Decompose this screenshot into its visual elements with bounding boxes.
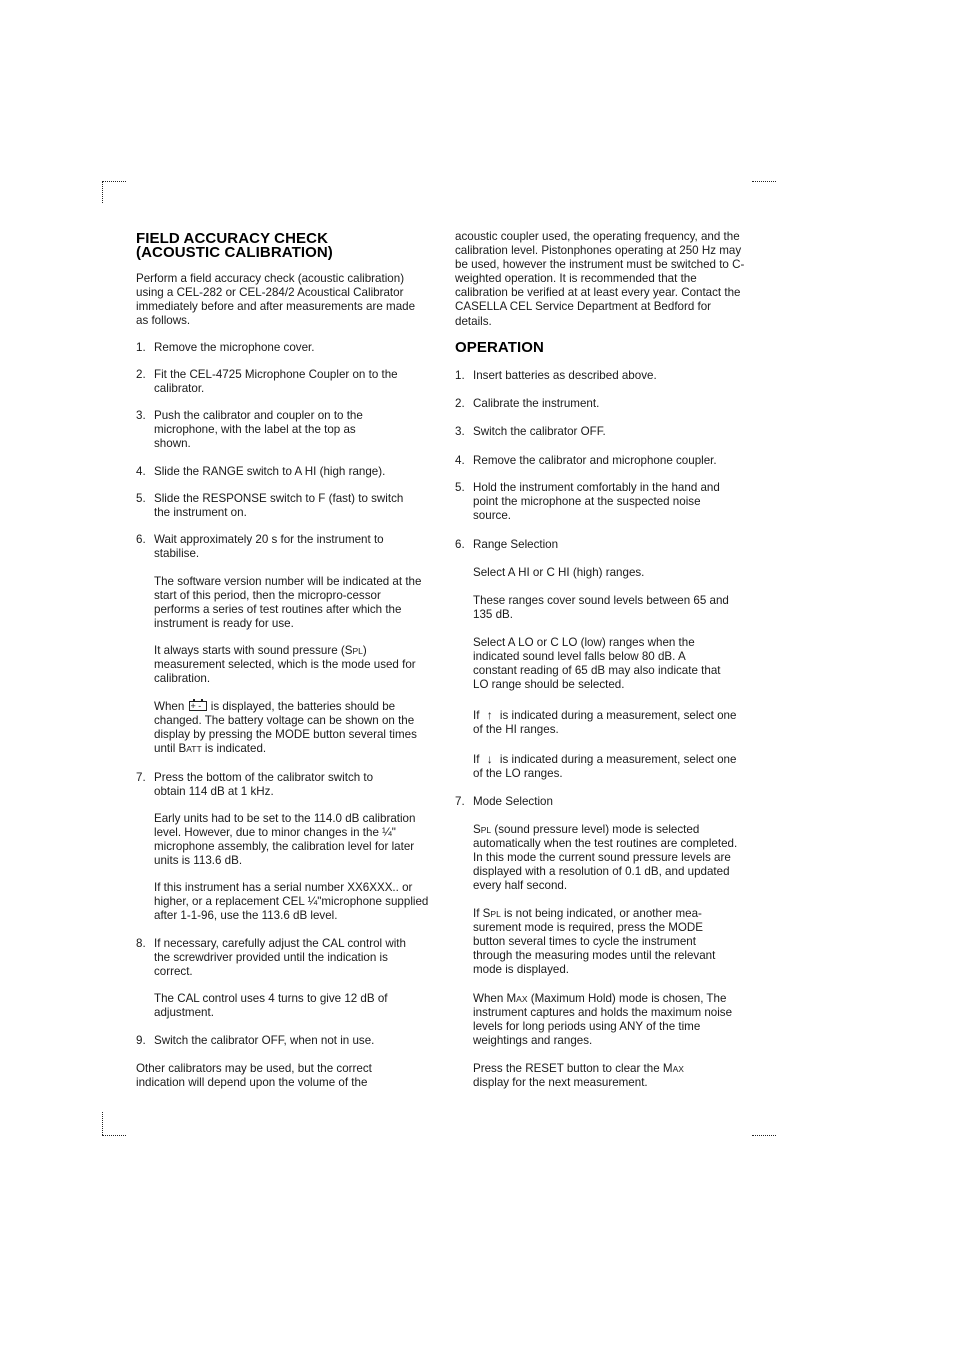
- step-text: Mode Selection: [473, 795, 553, 808]
- step-number: 1.: [455, 369, 465, 382]
- step-number: 7.: [136, 771, 146, 784]
- step-text: Insert batteries as described above.: [473, 369, 657, 382]
- range-hi-coverage: These ranges cover sound levels between 65 and 135 dB.: [473, 594, 729, 622]
- step-number: 1.: [136, 341, 146, 354]
- crop-mark-bottom-right-h: [752, 1135, 776, 1136]
- step-text: Switch the calibrator OFF.: [473, 425, 606, 438]
- crop-mark-top-left-h: [102, 181, 126, 182]
- step-text: Press the bottom of the calibrator switch to obtain 114 dB at 1 kHz.: [154, 771, 374, 799]
- range-select-hi: Select A HI or C HI (high) ranges.: [473, 566, 645, 579]
- mode-spl-paragraph: SPL (sound pressure level) mode is selected automatically when the test routines are completed. In this mode the current sound pressure levels are displayed with a resolution of 0.1 dB, and updated every half second.: [473, 823, 738, 893]
- step6-note-battery: When + - is displayed, the batteries should be changed. The battery voltage can be shown on the display by pressing the MODE button several times until BATT is indicated.: [154, 700, 426, 756]
- step-number: 2.: [455, 397, 465, 410]
- range-over-indicator: If ↑ is indicated during a measurement, select one of the HI ranges.: [473, 708, 737, 737]
- intro-paragraph: Perform a field accuracy check (acoustic calibration) using a CEL-282 or CEL-284/2 Acoustical Calibrator immediately before and after measurements are made as follows.: [136, 272, 416, 328]
- step7-note-early-units: Early units had to be set to the 114.0 dB calibration level. However, due to minor changes in the ¼" microphone assembly, the calibration level for later units is 113.6 dB.: [154, 812, 416, 868]
- step-number: 5.: [455, 481, 465, 494]
- step-text: Slide the RANGE switch to A HI (high range).: [154, 465, 386, 478]
- section-heading-operation: OPERATION: [455, 339, 544, 356]
- step-text: If necessary, carefully adjust the CAL control with the screwdriver provided until the indication is correct.: [154, 937, 406, 979]
- step-number: 9.: [136, 1034, 146, 1047]
- step-number: 8.: [136, 937, 146, 950]
- step6-note-software: The software version number will be indicated at the start of this period, then the micropro-cessor performs a series of test routines after which the instrument is ready for use.: [154, 575, 422, 631]
- step-number: 2.: [136, 368, 146, 381]
- step-text: Slide the RESPONSE switch to F (fast) to switch the instrument on.: [154, 492, 404, 520]
- range-under-indicator: If ↓ is indicated during a measurement, select one of the LO ranges.: [473, 752, 737, 781]
- crop-mark-bottom-left-v: [102, 1112, 103, 1135]
- crop-mark-top-right-h: [752, 181, 776, 182]
- step-number: 3.: [136, 409, 146, 422]
- crop-mark-bottom-left-h: [102, 1135, 126, 1136]
- step-text: Fit the CEL-4725 Microphone Coupler on to the calibrator.: [154, 368, 398, 396]
- step8-note-cal: The CAL control uses 4 turns to give 12 dB of adjustment.: [154, 992, 388, 1020]
- mode-max-paragraph: When MAX (Maximum Hold) mode is chosen, The instrument captures and holds the maximum noise levels for long periods using ANY of the time weightings and ranges.: [473, 992, 733, 1048]
- step-text: Hold the instrument comfortably in the hand and point the microphone at the suspected noise source.: [473, 481, 720, 523]
- step-text: Switch the calibrator OFF, when not in use.: [154, 1034, 375, 1047]
- continued-paragraph: acoustic coupler used, the operating frequency, and the calibration level. Pistonphones operating at 250 Hz may be used, however the instrument must be switched to C-weighted operation. It is recommended that the calibration be verified at at least every year. Contact the CASELLA CEL Service Department at Bedford for details.: [455, 230, 745, 328]
- step-text: Range Selection: [473, 538, 559, 551]
- under-range-icon: ↓: [486, 752, 493, 766]
- step-number: 7.: [455, 795, 465, 808]
- battery-icon: [189, 701, 207, 711]
- step-number: 4.: [136, 465, 146, 478]
- step-text: Wait approximately 20 s for the instrument to stabilise.: [154, 533, 384, 561]
- step6-note-spl: It always starts with sound pressure (SPL) measurement selected, which is the mode used for calibration.: [154, 644, 416, 686]
- step-text: Remove the microphone cover.: [154, 341, 315, 354]
- mode-cycle-paragraph: If SPL is not being indicated, or another mea-surement mode is required, press the MODE button several times to cycle the instrument through the measuring modes until the relevant mode is displayed.: [473, 907, 716, 977]
- heading-line-1: FIELD ACCURACY CHECK: [136, 230, 329, 247]
- step-text: Calibrate the instrument.: [473, 397, 600, 410]
- step-number: 3.: [455, 425, 465, 438]
- step-text: Remove the calibrator and microphone coupler.: [473, 454, 717, 467]
- step-number: 6.: [455, 538, 465, 551]
- step-number: 5.: [136, 492, 146, 505]
- crop-mark-top-left-v: [102, 181, 103, 203]
- heading-line-2: (ACOUSTIC CALIBRATION): [136, 244, 333, 261]
- step7-note-serial: If this instrument has a serial number XX6XXX.. or higher, or a replacement CEL ¼"microphone supplied after 1-1-96, use the 113.6 dB level.: [154, 881, 429, 923]
- step-number: 4.: [455, 454, 465, 467]
- closing-paragraph: Other calibrators may be used, but the correct indication will depend upon the volume of the: [136, 1062, 372, 1090]
- section-heading-field-accuracy: [136, 232, 333, 260]
- step-text: Push the calibrator and coupler on to the microphone, with the label at the top as shown.: [154, 409, 363, 451]
- range-select-lo: Select A LO or C LO (low) ranges when the indicated sound level falls below 80 dB. A constant reading of 65 dB may also indicate that LO range should be selected.: [473, 636, 721, 692]
- over-range-icon: ↑: [486, 708, 493, 722]
- step-number: 6.: [136, 533, 146, 546]
- mode-reset-paragraph: Press the RESET button to clear the MAX display for the next measurement.: [473, 1062, 684, 1090]
